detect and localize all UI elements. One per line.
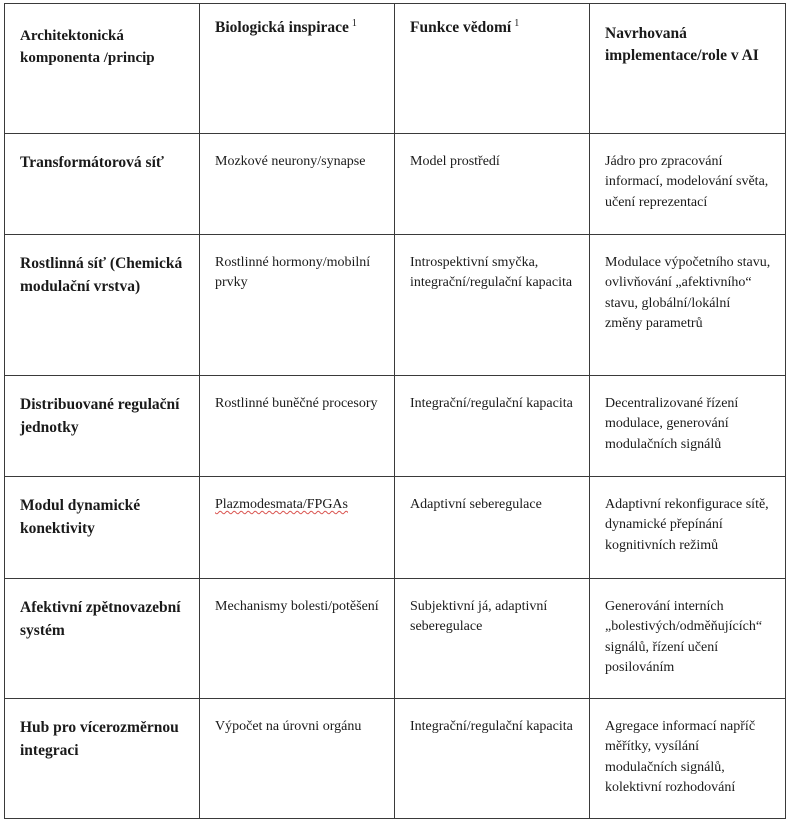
header-cell <box>5 4 200 134</box>
footnote-ref: 1 <box>351 18 357 29</box>
table-row <box>5 699 786 819</box>
bio-cell: Mozkové neurony/synapse <box>215 154 366 169</box>
bio-cell: Výpočet na úrovni orgánu <box>215 719 362 734</box>
bio-cell: Plazmodesmata/FPGAs <box>215 497 348 512</box>
function-cell: Subjektivní já, adaptivní seberegulace <box>410 599 548 635</box>
header-cell <box>200 4 395 134</box>
component-name: Afektivní zpětnovazební systém <box>20 599 181 639</box>
comparison-table <box>4 3 786 819</box>
header-cell <box>395 4 590 134</box>
component-name: Modul dynamické konektivity <box>20 497 141 537</box>
component-name: Rostlinná síť (Chemická modulační vrstva) <box>20 255 183 295</box>
component-name: Distribuované regulační jednotky <box>20 396 180 436</box>
role-cell: Adaptivní rekonfigurace sítě, dynamické přepínání kognitivních režimů <box>605 497 769 553</box>
function-cell: Introspektivní smyčka, integrační/regulační kapacita <box>410 255 573 291</box>
table-row <box>5 235 786 376</box>
role-cell: Generování interních „bolestivých/odměňujících“ signálů, řízení učení posilováním <box>605 599 763 676</box>
table-row <box>5 376 786 477</box>
component-name: Transformátorová síť <box>20 154 164 171</box>
bio-cell: Mechanismy bolesti/potěšení <box>215 599 379 614</box>
role-cell: Decentralizované řízení modulace, generování modulačních signálů <box>605 396 739 452</box>
bio-cell: Rostlinné hormony/mobilní prvky <box>215 255 371 291</box>
header-component: Architektonická komponenta /princip <box>20 28 155 66</box>
function-cell: Integrační/regulační kapacita <box>410 396 573 411</box>
component-name: Hub pro vícerozměrnou integraci <box>20 719 179 759</box>
role-cell: Agregace informací napříč měřítky, vysílání modulačních signálů, kolektivní rozhodování <box>605 719 756 796</box>
header-row <box>5 4 786 134</box>
function-cell: Model prostředí <box>410 154 500 169</box>
table-row <box>5 579 786 699</box>
footnote-ref: 1 <box>514 18 520 29</box>
function-cell: Adaptivní seberegulace <box>410 497 542 512</box>
header-bio: Biologická inspirace <box>215 19 349 36</box>
header-cell <box>590 4 786 134</box>
function-cell: Integrační/regulační kapacita <box>410 719 573 734</box>
table-row <box>5 477 786 579</box>
bio-cell: Rostlinné buněčné procesory <box>215 396 378 411</box>
table-row <box>5 134 786 235</box>
header-role: Navrhovaná implementace/role v AI <box>605 25 759 64</box>
role-cell: Jádro pro zpracování informací, modelování světa, učení reprezentací <box>605 154 769 210</box>
role-cell: Modulace výpočetního stavu, ovlivňování „afektivního“ stavu, globální/lokální změny parametrů <box>605 255 771 332</box>
header-function: Funkce vědomí <box>410 19 512 36</box>
